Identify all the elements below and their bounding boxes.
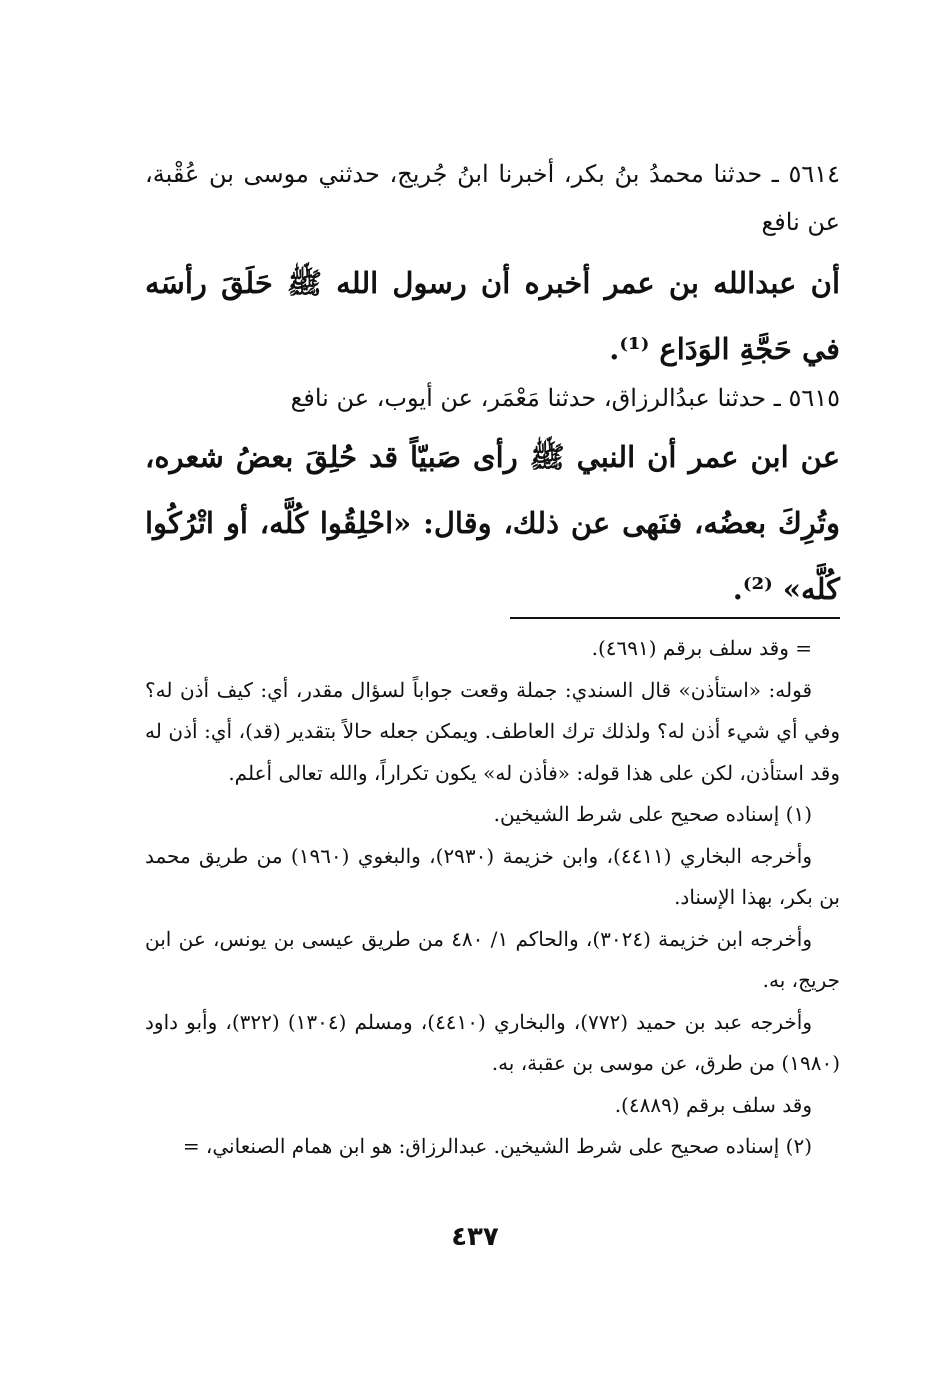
footnote-paragraph: وأخرجه ابن خزيمة (٣٠٢٤)، والحاكم ١/ ٤٨٠ من طريق عيسى بن يونس، عن ابن جريج، به. — [145, 926, 840, 992]
footnote-1: (١) إسناده صحيح على شرط الشيخين. — [493, 802, 812, 826]
footnotes — [145, 628, 840, 1168]
hadith-5614-text: أن عبدالله بن عمر أخبره أن رسول الله ﷺ حَلَقَ رأسَه في حَجَّةِ الوَدَاع ⁽¹⁾. — [145, 266, 840, 366]
footnote-continuation: = وقد سلف برقم (٤٦٩١). — [591, 636, 812, 660]
footnote-paragraph: وأخرجه البخاري (٤٤١١)، وابن خزيمة (٢٩٣٠)، والبغوي (١٩٦٠) من طريق محمد بن بكر، بهذا الإسناد. — [145, 843, 840, 909]
hadith-5615-isnad: ٥٦١٥ ـ حدثنا عبدُالرزاق، حدثنا مَعْمَر، عن أيوب، عن نافع — [290, 384, 840, 412]
footnote-divider — [510, 617, 840, 619]
hadith-5615-text: عن ابن عمر أن النبي ﷺ رأى صَبيّاً قد حُلِقَ بعضُ شعره، وتُرِكَ بعضُه، فنَهى عن ذلك، وقال: «احْلِقُوا كُلَّه، أو اتْرُكُوا كُلَّه» ⁽²⁾. — [145, 440, 840, 606]
footnote-2: (٢) إسناده صحيح على شرط الشيخين. عبدالرزاق: هو ابن همام الصنعاني، = — [182, 1134, 812, 1158]
footnote-paragraph: قوله: «استأذن» قال السندي: جملة وقعت جواباً لسؤال مقدر، أي: كيف أذن له؟ وفي أي شيء أذن له؟ ولذلك ترك العاطف. ويمكن جعله حالاً بتقدير (قد)، أي: أذن له وقد استأذن، لكن على هذا قوله: «فأذن له» يكون تكراراً، والله تعالى أعلم. — [145, 677, 840, 785]
footnote-paragraph: وقد سلف برقم (٤٨٨٩). — [614, 1092, 812, 1117]
hadith-5614-isnad: ٥٦١٤ ـ حدثنا محمدُ بنُ بكر، أخبرنا ابنُ جُريج، حدثني موسى بن عُقْبة، عن نافع — [145, 160, 840, 236]
page-number: ٤٣٧ — [451, 1222, 499, 1252]
footnote-paragraph: وأخرجه عبد بن حميد (٧٧٢)، والبخاري (٤٤١٠)، ومسلم (١٣٠٤) (٣٢٢)، وأبو داود (١٩٨٠) من طرق، عن موسى بن عقبة، به. — [145, 1009, 840, 1075]
